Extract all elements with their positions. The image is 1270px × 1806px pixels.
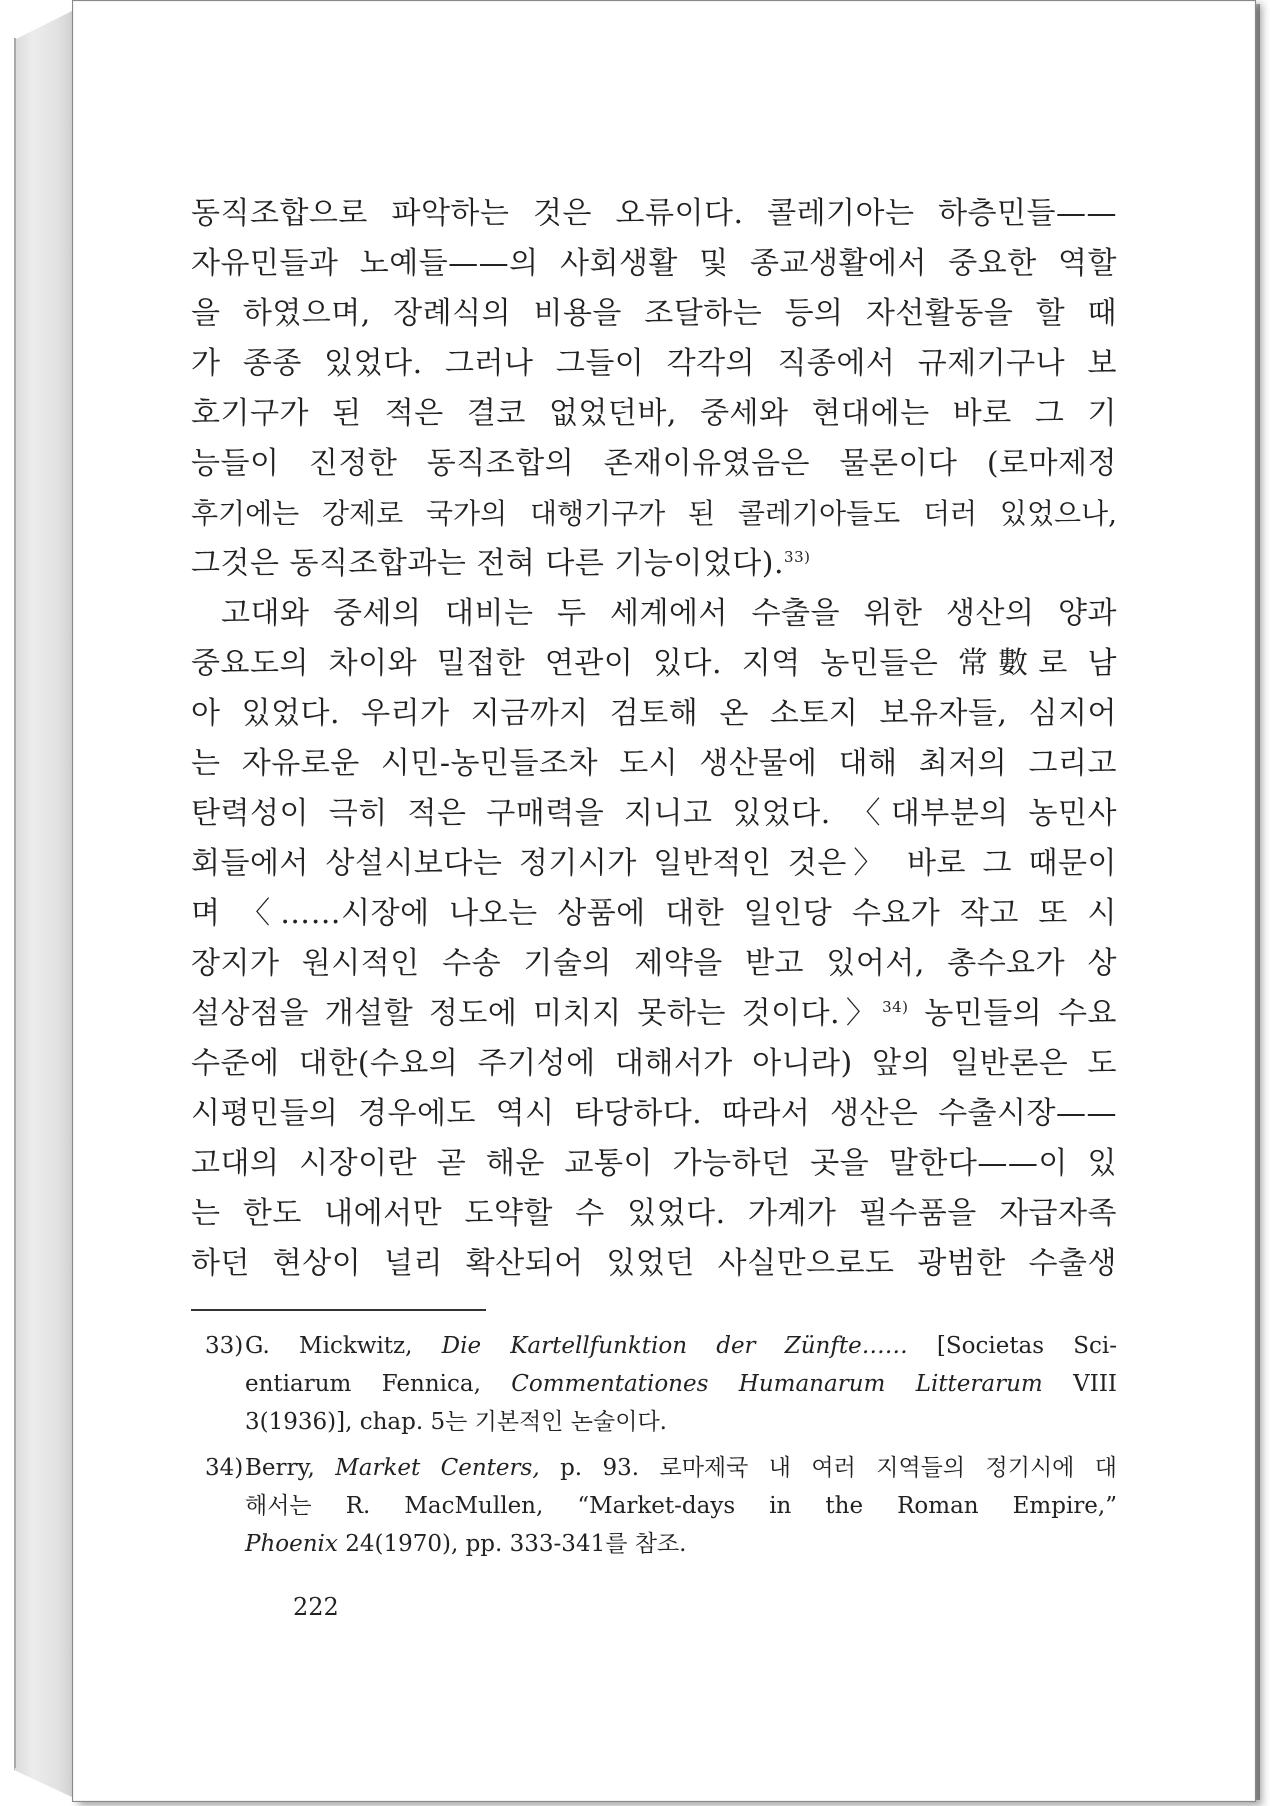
footnote-line: Phoenix 24(1970), pp. 333-341를 참조.	[245, 1531, 687, 1557]
book-spine	[14, 10, 75, 1798]
spine-edge	[14, 38, 16, 1768]
text-line	[191, 539, 1117, 589]
text-segment: 그것은 동직조합과는 전혀 다른 기능이었다).	[191, 546, 785, 581]
footnote-line: 3(1936)], chap. 5는 기본적인 논술이다.	[245, 1409, 667, 1435]
text-line: 며 〈……시장에 나오는 상품에 대한 일인당 수요가 작고 또 시	[191, 896, 1117, 931]
text-segment: 설상점을 개설할 정도에 미치지 못하는 것이다.〉	[191, 996, 883, 1031]
text-line: 는 자유로운 시민-농민들조차 도시 생산물에 대해 최저의 그리고	[191, 746, 1117, 781]
text-segment: 농민들의 수요	[908, 996, 1117, 1031]
footnote-number: 34)	[205, 1455, 244, 1481]
text-line: 후기에는 강제로 국가의 대행기구가 된 콜레기아들도 더러 있었으나,	[191, 497, 1117, 530]
text-line: 아 있었다. 우리가 지금까지 검토해 온 소토지 보유자들, 심지어	[191, 696, 1117, 731]
text-segment: 고대와 중세의 대비는 두 세계에서 수출을 위한 생산의 양과	[221, 596, 1117, 631]
text-line: 장지가 원시적인 수송 기술의 제약을 받고 있어서, 총수요가 상	[191, 946, 1117, 981]
footnote-line: G. Mickwitz, Die Kartellfunktion der Zünfte…… [Societas Sci-	[245, 1333, 1118, 1359]
footnote-line: Berry, Market Centers, p. 93. 로마제국 내 여러 지역들의 정기시에 대	[245, 1455, 1118, 1481]
text-line: 수준에 대한(수요의 주기성에 대해서가 아니라) 앞의 일반론은 도	[191, 1046, 1117, 1081]
footnote-33	[191, 1327, 1117, 1441]
text-line: 고대의 시장이란 곧 해운 교통이 가능하던 곳을 말한다——이 있	[191, 1146, 1117, 1181]
text-line: 시평민들의 경우에도 역시 타당하다. 따라서 생산은 수출시장——	[191, 1096, 1117, 1131]
text-line: 는 한도 내에서만 도약할 수 있었다. 가계가 필수품을 자급자족	[191, 1196, 1117, 1231]
text-line: 중요도의 차이와 밀접한 연관이 있다. 지역 농민들은 常數로 남	[191, 646, 1117, 681]
footnote-ref-33[interactable]: 33)	[784, 548, 811, 566]
footnote-number: 33)	[205, 1333, 244, 1359]
footnote-line: 해서는 R. MacMullen, “Market-days in the Roman Empire,”	[245, 1493, 1117, 1519]
paragraph-1	[191, 189, 1117, 589]
paragraph-2	[191, 589, 1117, 1289]
text-line: 동직조합으로 파악하는 것은 오류이다. 콜레기아는 하층민들——	[191, 196, 1117, 231]
page-number: 222	[293, 1593, 339, 1621]
page-content	[191, 189, 1117, 1571]
text-line: 능들이 진정한 동직조합의 존재이유였음은 물론이다 (로마제정	[191, 446, 1117, 481]
text-line: 자유민들과 노예들——의 사회생활 및 종교생활에서 중요한 역할	[191, 246, 1117, 281]
footnote-line: entiarum Fennica, Commentationes Humanarum Litterarum VIII	[245, 1371, 1117, 1397]
book-page	[72, 0, 1256, 1802]
text-line	[191, 589, 1117, 639]
text-line: 하던 현상이 널리 확산되어 있었던 사실만으로도 광범한 수출생	[191, 1246, 1117, 1281]
text-line: 을 하였으며, 장례식의 비용을 조달하는 등의 자선활동을 할 때	[191, 296, 1117, 331]
footnote-divider	[191, 1309, 486, 1311]
text-line: 가 종종 있었다. 그러나 그들이 각각의 직종에서 규제기구나 보	[191, 346, 1117, 381]
text-line: 회들에서 상설시보다는 정기시가 일반적인 것은〉 바로 그 때문이	[191, 846, 1117, 881]
text-line: 탄력성이 극히 적은 구매력을 지니고 있었다. 〈대부분의 농민사	[191, 796, 1117, 831]
footnote-34	[191, 1449, 1117, 1563]
text-line: 호기구가 된 적은 결코 없었던바, 중세와 현대에는 바로 그 기	[191, 396, 1117, 431]
text-line	[191, 989, 1117, 1039]
footnote-ref-34[interactable]: 34)	[882, 998, 909, 1016]
